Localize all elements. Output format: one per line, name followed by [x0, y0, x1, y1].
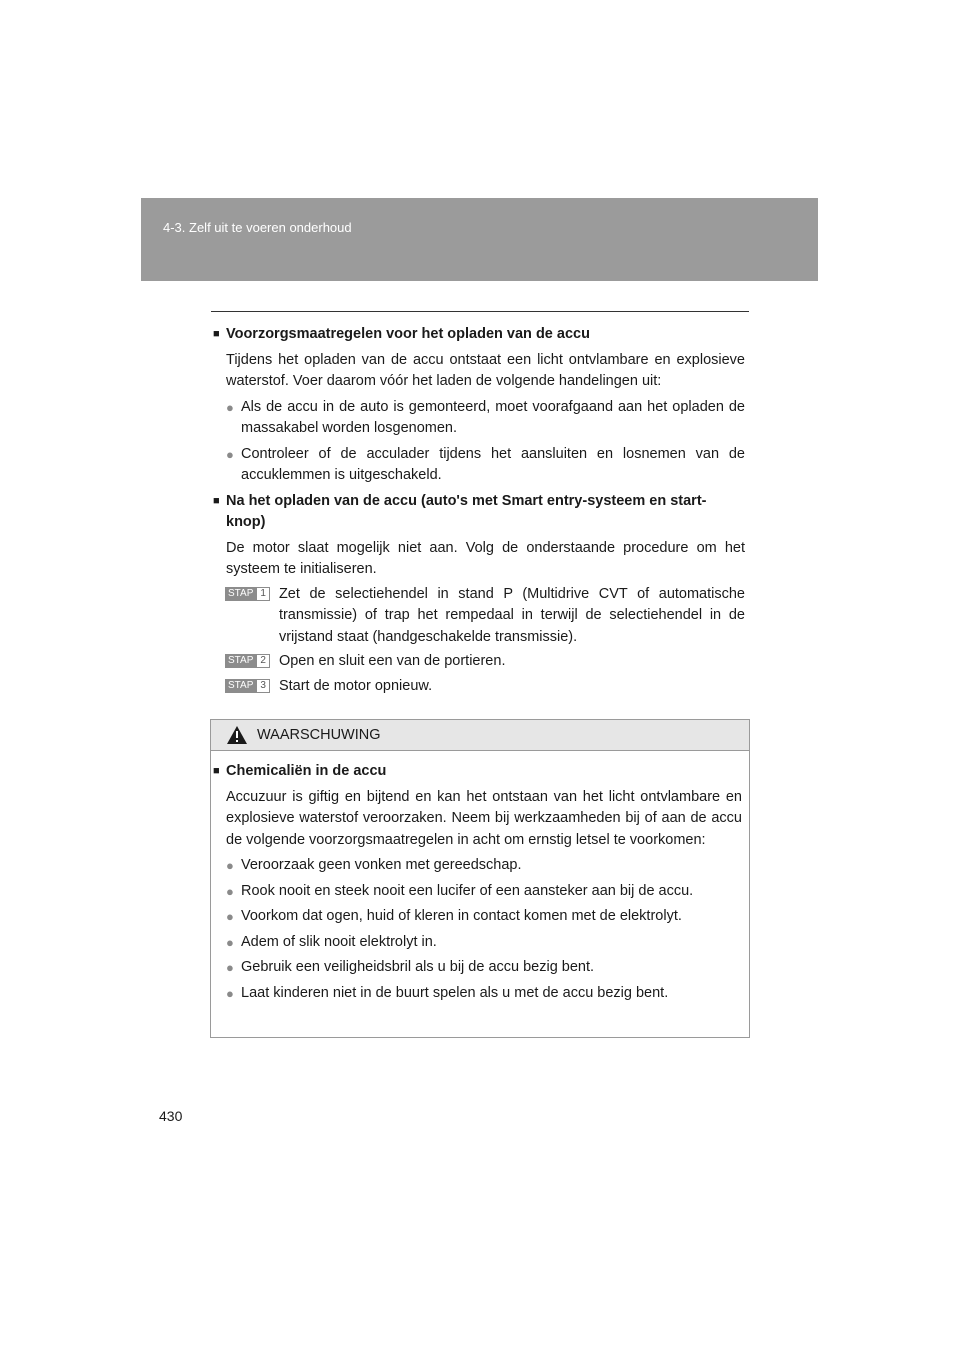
- circle-bullet-icon: ●: [226, 399, 234, 415]
- list-item: ● Als de accu in de auto is gemonteerd, moet voorafgaand aan het opladen de massakabel worden losgenomen.: [226, 397, 745, 440]
- divider: [211, 311, 749, 312]
- warning-box: [210, 719, 750, 1038]
- step-badge: STAP 3: [225, 679, 270, 693]
- circle-bullet-icon: ●: [226, 934, 234, 950]
- list-item: ● Veroorzaak geen vonken met gereedschap.: [226, 855, 742, 877]
- section-header: [141, 198, 818, 281]
- step-item: STAP 3 Start de motor opnieuw.: [225, 676, 745, 698]
- circle-bullet-icon: ●: [226, 960, 234, 975]
- heading-chemicals: ■ Chemicaliën in de accu: [213, 761, 742, 783]
- main-content: [213, 324, 745, 697]
- step-badge: STAP 1: [225, 587, 270, 601]
- square-bullet-icon: ■: [213, 494, 220, 507]
- section-title: 4-3. Zelf uit te voeren onderhoud: [163, 220, 352, 235]
- circle-bullet-icon: ●: [226, 985, 234, 1001]
- list-item: ● Laat kinderen niet in de buurt spelen als u met de accu bezig bent.: [226, 983, 742, 1005]
- step-item: STAP 2 Open en sluit een van de portieren.: [225, 651, 745, 673]
- warning-header: [211, 720, 749, 751]
- step-item: STAP 1 Zet de selectiehendel in stand P (Multidrive CVT of automatische transmissie) of trap het rempedaal in terwijl de selectiehendel in de vrijstand staat (handgeschakelde transmissie).: [225, 584, 745, 649]
- warning-triangle-icon: [226, 725, 248, 745]
- page-number: 430: [159, 1108, 183, 1124]
- heading-charging-precautions: ■ Voorzorgsmaatregelen voor het opladen van de accu: [213, 324, 745, 346]
- list-item: ● Controleer of de acculader tijdens het aansluiten en losnemen van de accuklemmen is uitgeschakeld.: [226, 444, 745, 487]
- circle-bullet-icon: ●: [226, 883, 234, 899]
- circle-bullet-icon: ●: [226, 909, 234, 924]
- paragraph: De motor slaat mogelijk niet aan. Volg de onderstaande procedure om het systeem te initialiseren.: [226, 539, 745, 577]
- square-bullet-icon: ■: [213, 765, 220, 777]
- circle-bullet-icon: ●: [226, 446, 234, 462]
- paragraph: Accuzuur is giftig en bijtend en kan het ontstaan van het licht ontvlambare en explosieve waterstof veroorzaken. Neem bij werkzaamheden bij of aan de accu de volgende voorzorgsmaatregelen in acht om ernstig letsel te voorkomen:: [226, 788, 742, 848]
- paragraph: Tijdens het opladen van de accu ontstaat een licht ontvlambare en explosieve waterstof. Voer daarom vóór het laden de volgende handelingen uit:: [226, 351, 745, 389]
- square-bullet-icon: ■: [213, 328, 220, 340]
- list-item: ● Voorkom dat ogen, huid of kleren in contact komen met de elektrolyt.: [226, 906, 742, 928]
- step-badge: STAP 2: [225, 654, 270, 668]
- warning-label: WAARSCHUWING: [257, 727, 381, 743]
- list-item: ● Rook nooit en steek nooit een lucifer of een aansteker aan bij de accu.: [226, 881, 742, 903]
- warning-body: [213, 761, 742, 1004]
- circle-bullet-icon: ●: [226, 858, 234, 873]
- list-item: ● Adem of slik nooit elektrolyt in.: [226, 932, 742, 954]
- heading-after-charging: ■ Na het opladen van de accu (auto's met Smart entry-systeem en start-knop): [213, 491, 745, 534]
- list-item: ● Gebruik een veiligheidsbril als u bij de accu bezig bent.: [226, 957, 742, 979]
